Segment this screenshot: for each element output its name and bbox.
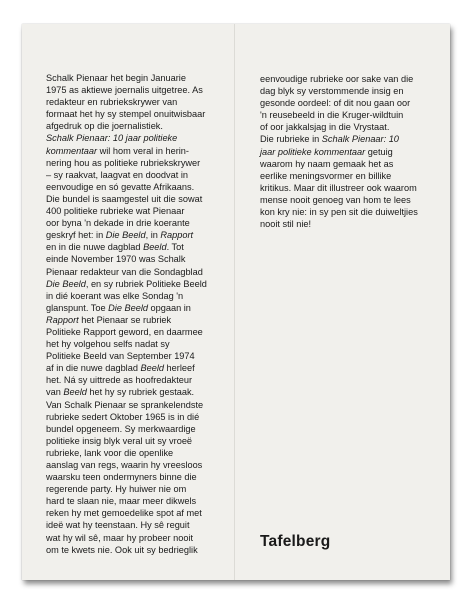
- text-run: het hy volgehou selfs nadat sy: [46, 339, 170, 350]
- text-run: einde November 1970 was Schalk: [46, 254, 186, 265]
- fold-line: [234, 24, 235, 580]
- text-line: [46, 157, 207, 169]
- text-run: nering hou as politieke rubriekskrywer: [46, 157, 201, 168]
- italic-run: Schalk Pienaar: 10 jaar politieke: [46, 133, 178, 144]
- text-run: formaat het hy sy stempel onuitwisbaar: [46, 109, 206, 120]
- text-line: [46, 181, 207, 193]
- text-run: , in: [145, 230, 161, 241]
- text-run: en in die nuwe dagblad: [46, 242, 144, 253]
- italic-run: Schalk Pienaar: 10: [321, 134, 399, 145]
- text-run: Van Schalk Pienaar se sprankelendste: [46, 399, 204, 410]
- text-line: [260, 85, 418, 97]
- text-run: rubrieke, lank voor die openlike: [46, 447, 174, 458]
- italic-run: kommentaar: [46, 145, 98, 156]
- text-line: [260, 73, 418, 85]
- text-line: [46, 145, 207, 157]
- text-run: van: [46, 387, 64, 398]
- text-run: , en sy rubriek Politieke Beeld: [85, 278, 207, 289]
- text-run: regerende party. Hy huiwer nie om: [46, 484, 187, 495]
- text-run: herleef: [164, 363, 195, 374]
- text-run: glanspunt. Toe: [46, 302, 109, 313]
- text-line: [260, 109, 418, 121]
- text-line: [46, 278, 207, 290]
- text-line: [46, 72, 207, 84]
- text-run: Die bundel is saamgestel uit die sowat: [46, 193, 203, 204]
- text-run: wat hy wil sê, maar hy probeer nooit: [46, 532, 194, 543]
- text-line: [46, 350, 207, 362]
- text-line: [46, 193, 207, 205]
- text-line: [260, 194, 418, 206]
- text-run: het Pienaar se rubriek: [78, 314, 172, 325]
- text-line: [46, 253, 207, 265]
- text-run: dag blyk sy verstommende insig en: [260, 86, 404, 97]
- text-line: [46, 290, 207, 302]
- text-run: kon kry nie: in sy pen sit die duiweltjies: [260, 207, 418, 218]
- text-line: [260, 218, 418, 230]
- text-run: nooit stil nie!: [260, 219, 312, 230]
- blurb-left-column: [46, 72, 207, 556]
- text-run: eenvoudige en só gevatte Afrikaans.: [46, 181, 195, 192]
- text-line: [260, 182, 418, 194]
- text-line: [46, 217, 207, 229]
- text-run: Schalk Pienaar het begin Januarie: [46, 73, 186, 83]
- text-run: redakteur en rubriekskrywer van: [46, 97, 178, 108]
- text-line: [46, 205, 207, 217]
- book-jacket-flap: [22, 24, 450, 580]
- text-run: Die rubrieke in: [260, 134, 322, 145]
- text-run: eerlike meningsvormer en billike: [260, 170, 392, 181]
- text-run: geskryf het: in: [46, 230, 106, 241]
- text-line: [46, 399, 207, 411]
- text-run: wil hom veral in herin-: [97, 145, 189, 156]
- text-line: [46, 435, 207, 447]
- text-line: [46, 423, 207, 435]
- text-line: [46, 495, 207, 507]
- text-run: mense nooit genoeg van hom te lees: [260, 194, 411, 205]
- italic-run: Beeld: [143, 242, 167, 253]
- text-line: [260, 146, 418, 158]
- text-run: oor byna 'n dekade in drie koerante: [46, 218, 190, 229]
- text-run: ideë wat hy teenstaan. Hy sê reguit: [46, 520, 190, 531]
- text-line: [46, 326, 207, 338]
- text-run: hard te slaan nie, maar meer dikwels: [46, 496, 197, 507]
- italic-run: Die Beeld: [105, 230, 146, 241]
- text-run: afgedruk op die joernalistiek.: [46, 121, 163, 132]
- text-line: [46, 314, 207, 326]
- text-run: bundel opgeneem. Sy merkwaardige: [46, 423, 196, 434]
- text-run: 1975 as aktiewe joernalis uitgetree. As: [46, 85, 203, 96]
- text-run: politieke insig blyk veral uit sy vroeë: [46, 435, 193, 446]
- text-run: gesonde oordeel: of dit nou gaan oor: [260, 98, 411, 109]
- text-run: kritikus. Maar dit illustreer ook waarom: [260, 182, 417, 193]
- text-line: [46, 241, 207, 253]
- text-line: [46, 302, 207, 314]
- italic-run: Rapport: [160, 230, 194, 241]
- text-run: eenvoudige rubrieke oor sake van die: [260, 74, 414, 84]
- text-run: getuig: [365, 146, 393, 157]
- text-line: [46, 96, 207, 108]
- text-line: [260, 170, 418, 182]
- publisher-name: Tafelberg: [260, 533, 331, 550]
- italic-run: Die Beeld: [46, 278, 86, 289]
- text-line: [260, 121, 418, 133]
- text-line: [46, 229, 207, 241]
- text-run: . Tot: [166, 242, 184, 253]
- text-line: [46, 362, 207, 374]
- italic-run: Die Beeld: [108, 302, 148, 313]
- text-run: 400 politieke rubrieke wat Pienaar: [46, 206, 185, 217]
- text-line: [46, 84, 207, 96]
- italic-run: jaar politieke kommentaar: [260, 146, 366, 157]
- text-run: waarom hy naam gemaak het as: [260, 158, 394, 169]
- text-line: [46, 519, 207, 531]
- text-line: [46, 471, 207, 483]
- text-line: [46, 386, 207, 398]
- text-line: [46, 447, 207, 459]
- italic-run: Rapport: [46, 314, 79, 325]
- text-run: rubrieke sedert Oktober 1965 is in dié: [46, 411, 200, 422]
- text-run: het hy sy rubriek gestaak.: [86, 387, 195, 398]
- text-line: [46, 266, 207, 278]
- text-run: Pienaar redakteur van die Sondagblad: [46, 266, 203, 277]
- text-run: om te kwets nie. Ook uit sy bedrieglik: [46, 544, 198, 555]
- text-run: opgaan in: [148, 302, 191, 313]
- text-line: [46, 532, 207, 544]
- text-line: [46, 338, 207, 350]
- text-run: waarsku teen ondermyners binne die: [46, 472, 197, 483]
- text-run: het. Ná sy uittrede as hoofredakteur: [46, 375, 193, 386]
- text-line: [260, 158, 418, 170]
- text-run: Politieke Beeld van September 1974: [46, 351, 195, 362]
- text-line: [260, 97, 418, 109]
- text-run: – sy raakvat, laagvat en doodvat in: [46, 169, 188, 180]
- italic-run: Beeld: [63, 387, 87, 398]
- text-line: [46, 411, 207, 423]
- text-run: af in die nuwe dagblad: [46, 363, 141, 374]
- text-run: of oor jakkalsjag in die Vrystaat.: [260, 122, 390, 133]
- text-run: reken hy met gemoedelike spot af met: [46, 508, 202, 519]
- text-run: aanslag van regs, waarin hy vreesloos: [46, 460, 203, 470]
- text-line: [46, 120, 207, 132]
- text-line: [46, 169, 207, 181]
- text-line: [46, 483, 207, 495]
- text-line: [46, 132, 207, 144]
- text-line: [46, 459, 207, 471]
- text-line: [260, 206, 418, 218]
- text-line: [46, 507, 207, 519]
- text-run: 'n reusebeeld in die Kruger-wildtuin: [260, 110, 404, 121]
- text-line: [46, 108, 207, 120]
- text-line: [46, 544, 207, 556]
- text-line: [260, 133, 418, 145]
- blurb-right-column: [260, 73, 418, 230]
- text-run: Politieke Rapport geword, en daarmee: [46, 326, 203, 337]
- text-line: [46, 374, 207, 386]
- italic-run: Beeld: [140, 363, 164, 374]
- text-run: in dié koerant was elke Sondag 'n: [46, 290, 184, 301]
